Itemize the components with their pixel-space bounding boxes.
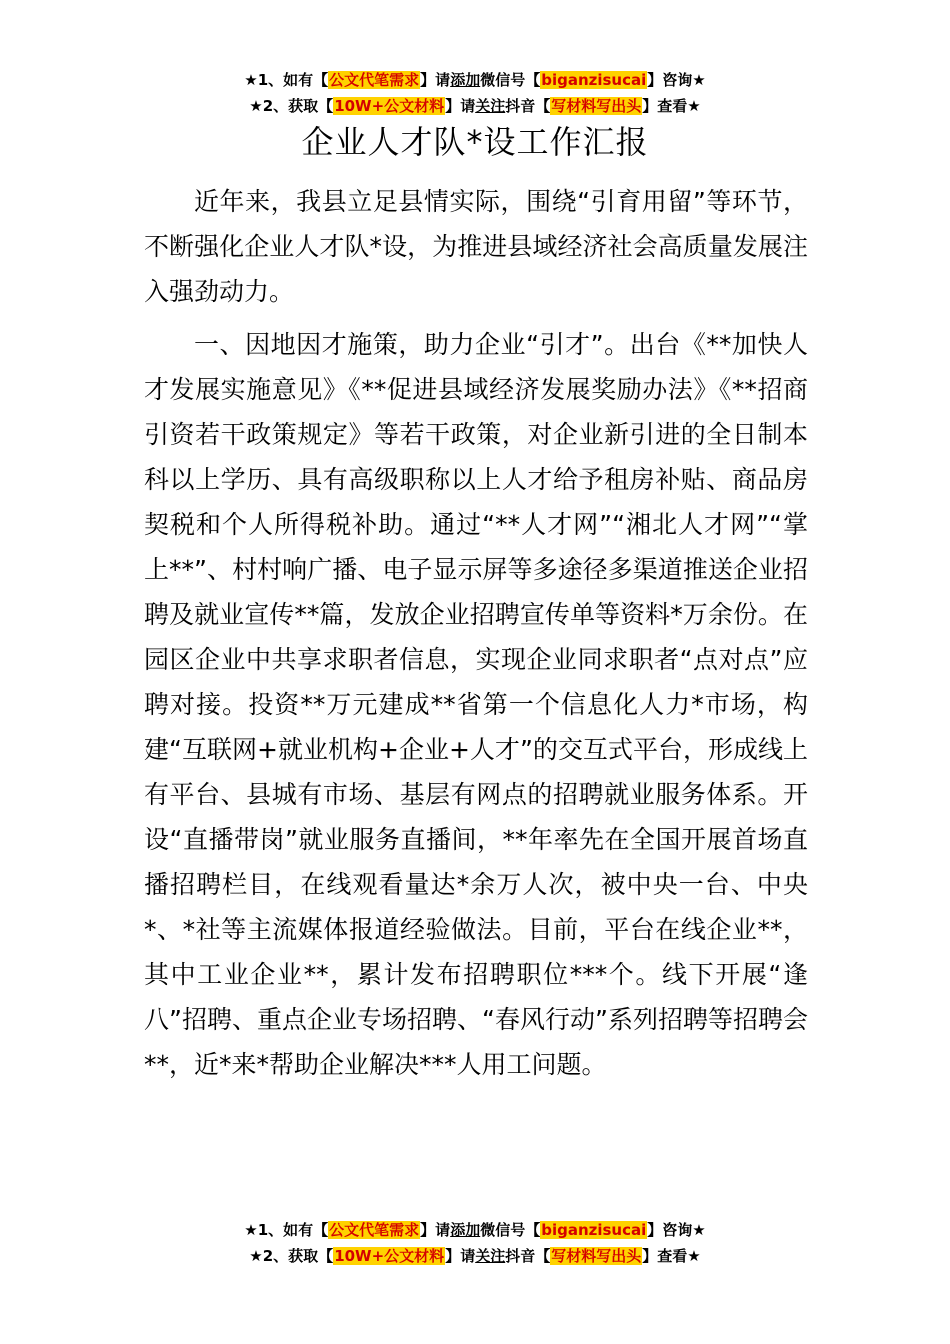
highlight-service: 公文代笔需求 [329, 71, 420, 89]
highlight-wechat-id: biganzisucai [541, 71, 647, 89]
highlight-wechat-id: biganzisucai [541, 1221, 647, 1239]
banner-line-1: ★1、如有【公文代笔需求】请添加微信号【biganzisucai】咨询★ [244, 71, 706, 89]
footer-banner [0, 1217, 950, 1269]
banner-line-1: ★1、如有【公文代笔需求】请添加微信号【biganzisucai】咨询★ [244, 1221, 706, 1239]
highlight-douyin-account: 写材料写出头 [551, 1247, 642, 1265]
highlight-materials: 10W+公文材料 [334, 1247, 445, 1265]
paragraph-section-1: 一、因地因才施策，助力企业“引才”。出台《**加快人才发展实施意见》《**促进县域经济发展奖励办法》《**招商引资若干政策规定》等若干政策，对企业新引进的全日制本科以上学历、具有高级职称以上人才给予租房补贴、商品房契税和个人所得税补助。通过“**人才网”“湘北人才网”“掌上**”、村村响广播、电子显示屏等多途径多渠道推送企业招聘及就业宣传**篇，发放企业招聘宣传单等资料*万余份。在园区企业中共享求职者信息，实现企业同求职者“点对点”应聘对接。投资**万元建成**省第一个信息化人力*市场，构建“互联网+就业机构+企业+人才”的交互式平台，形成线上有平台、县城有市场、基层有网点的招聘就业服务体系。开设“直播带岗”就业服务直播间，**年率先在全国开展首场直播招聘栏目，在线观看量达*余万人次，被中央一台、中央*、*社等主流媒体报道经验做法。目前，平台在线企业**，其中工业企业**，累计发布招聘职位***个。线下开展“逢八”招聘、重点企业专场招聘、“春风行动”系列招聘等招聘会**，近*来*帮助企业解决***人用工问题。 [144, 330, 808, 1079]
highlight-service: 公文代笔需求 [329, 1221, 420, 1239]
paragraph-intro: 近年来，我县立足县情实际，围绕“引育用留”等环节，不断强化企业人才队*设，为推进县域经济社会高质量发展注入强劲动力。 [144, 187, 808, 306]
header-banner [0, 67, 950, 119]
banner-line-2: ★2、获取【10W+公文材料】请关注抖音【写材料写出头】查看★ [249, 97, 701, 115]
highlight-douyin-account: 写材料写出头 [551, 97, 642, 115]
banner-line-2: ★2、获取【10W+公文材料】请关注抖音【写材料写出头】查看★ [249, 1247, 701, 1265]
highlight-materials: 10W+公文材料 [334, 97, 445, 115]
document-title: 企业人才队*设工作汇报 [301, 123, 649, 161]
